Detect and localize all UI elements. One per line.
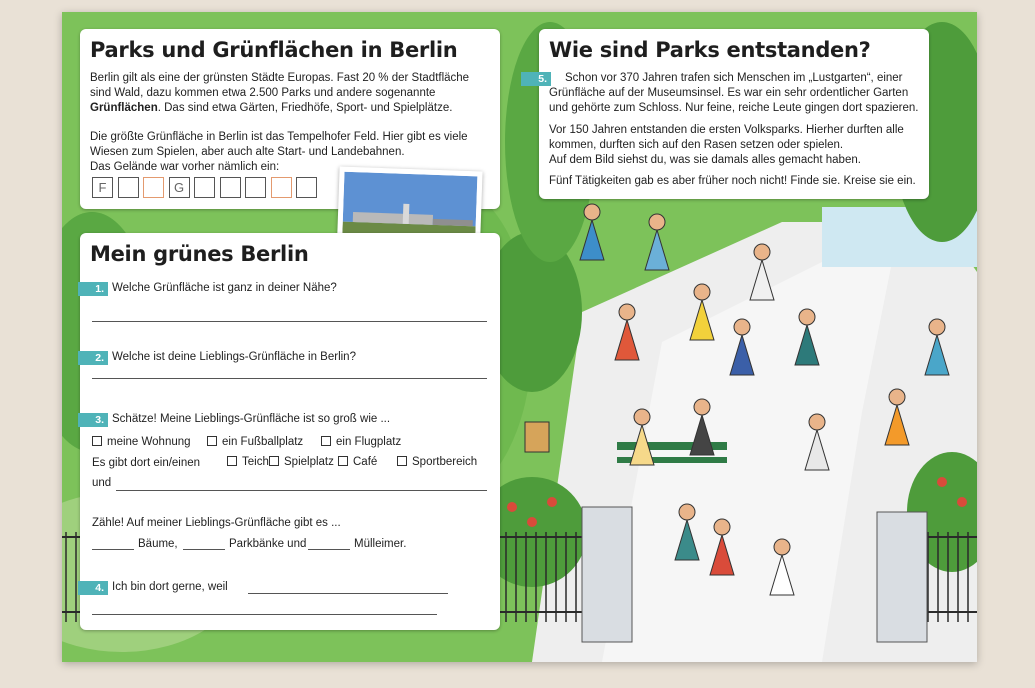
option-spielplatz[interactable]: [269, 456, 334, 468]
count-line-baeume[interactable]: [92, 549, 134, 550]
panel-title: Parks und Grünflächen in Berlin: [90, 38, 458, 62]
checkbox[interactable]: [269, 456, 279, 466]
baeume-label: Bäume,: [138, 538, 178, 550]
intro-paragraph: [90, 71, 495, 116]
option-label: Café: [353, 456, 378, 468]
checkbox[interactable]: [207, 436, 217, 446]
answer-line-4a[interactable]: [248, 593, 448, 594]
parkbaenke-label: Parkbänke und: [229, 538, 307, 550]
tempelhof-paragraph: [90, 130, 495, 175]
panel-wie-parks-entstanden: [539, 29, 929, 199]
zaehle-prompt: Zähle! Auf meiner Lieblings-Grünfläche gibt es ...: [92, 517, 341, 529]
letter-box[interactable]: [194, 177, 215, 198]
answer-line-1[interactable]: [92, 321, 487, 322]
text-line: Grünfläche auf der Museumsinsel. Es war ein sehr ordentlicher Garten: [549, 87, 909, 99]
text-line: und gehörte zum Schloss. Nur feine, reiche Leute gingen dort spazieren.: [549, 102, 919, 114]
text-line: kommen, durften sich auf den Rasen setzen oder spielen.: [549, 139, 844, 151]
letter-box[interactable]: F: [92, 177, 113, 198]
question-4: Ich bin dort gerne, weil: [112, 581, 228, 593]
count-line-parkbaenke[interactable]: [183, 549, 225, 550]
option-label: Sportbereich: [412, 456, 478, 468]
option-label: Spielplatz: [284, 456, 334, 468]
letter-box[interactable]: [296, 177, 317, 198]
question-2: Welche ist deine Lieblings-Grünfläche in Berlin?: [112, 351, 356, 363]
option-label: Teich: [242, 456, 269, 468]
text-line: Berlin gilt als eine der grünsten Städte Europas. Fast 20 % der Stadtfläche: [90, 72, 470, 84]
letter-box[interactable]: [245, 177, 266, 198]
question-number: 4.: [78, 581, 108, 595]
task-instruction: Fünf Tätigkeiten gab es aber früher noch nicht! Finde sie. Kreise sie ein.: [549, 175, 916, 187]
letter-box[interactable]: [143, 177, 164, 198]
checkbox[interactable]: [397, 456, 407, 466]
option-label: ein Fußballplatz: [222, 436, 304, 448]
checkbox[interactable]: [338, 456, 348, 466]
question-number: 5.: [521, 72, 551, 86]
question-1: Welche Grünfläche ist ganz in deiner Nähe?: [112, 282, 337, 294]
option-sportbereich[interactable]: [397, 456, 477, 468]
panel-title: Wie sind Parks entstanden?: [549, 38, 871, 62]
text-line: Vor 150 Jahren entstanden die ersten Volksparks. Hierher durften alle: [549, 124, 904, 136]
letter-box[interactable]: [118, 177, 139, 198]
answer-line-2[interactable]: [92, 378, 487, 379]
option-fussballplatz[interactable]: [207, 436, 303, 448]
text-line: Auf dem Bild siehst du, was sie damals alles gemacht haben.: [549, 154, 861, 166]
option-label: meine Wohnung: [107, 436, 191, 448]
panel-title: Mein grünes Berlin: [90, 242, 309, 266]
und-label: und: [92, 477, 112, 489]
option-flugplatz[interactable]: [321, 436, 401, 448]
panel-mein-gruenes-berlin: [80, 233, 500, 630]
option-cafe[interactable]: [338, 456, 377, 468]
text-span: . Das sind etwa Gärten, Friedhöfe, Sport- und Spielplätze.: [157, 102, 453, 114]
text-line: Die größte Grünfläche in Berlin ist das Tempelhofer Feld. Hier gibt es viele: [90, 131, 468, 143]
question-3: Schätze! Meine Lieblings-Grünfläche ist so groß wie ...: [112, 413, 391, 425]
booklet-spread: [62, 12, 977, 662]
history-paragraph-2: [549, 123, 924, 168]
text-line: Wiesen zum Spielen, aber auch alte Start- und Landebahnen.: [90, 146, 405, 158]
question-number: 2.: [78, 351, 108, 365]
letter-box[interactable]: [271, 177, 292, 198]
option-label: ein Flugplatz: [336, 436, 402, 448]
checkbox[interactable]: [92, 436, 102, 446]
muelleimer-label: Mülleimer.: [354, 538, 407, 550]
text-line: Das Gelände war vorher nämlich ein:: [90, 161, 280, 173]
checkbox[interactable]: [321, 436, 331, 446]
question-number: 1.: [78, 282, 108, 296]
text-line: Schon vor 370 Jahren trafen sich Menschen im „Lustgarten“, einer: [565, 72, 903, 84]
answer-line-und[interactable]: [116, 490, 487, 491]
question-number: 3.: [78, 413, 108, 427]
es-gibt-label: Es gibt dort ein/einen: [92, 457, 201, 469]
letter-box[interactable]: [220, 177, 241, 198]
text-line: [90, 101, 495, 116]
history-paragraph-1: [549, 71, 924, 116]
option-teich[interactable]: [227, 456, 269, 468]
option-wohnung[interactable]: [92, 436, 191, 448]
letter-box[interactable]: G: [169, 177, 190, 198]
answer-line-4b[interactable]: [92, 614, 437, 615]
count-line-muelleimer[interactable]: [308, 549, 350, 550]
checkbox[interactable]: [227, 456, 237, 466]
text-line: sind Wald, dazu kommen etwa 2.500 Parks und andere sogenannte: [90, 87, 436, 99]
bold-term: Grünflächen: [90, 102, 158, 114]
